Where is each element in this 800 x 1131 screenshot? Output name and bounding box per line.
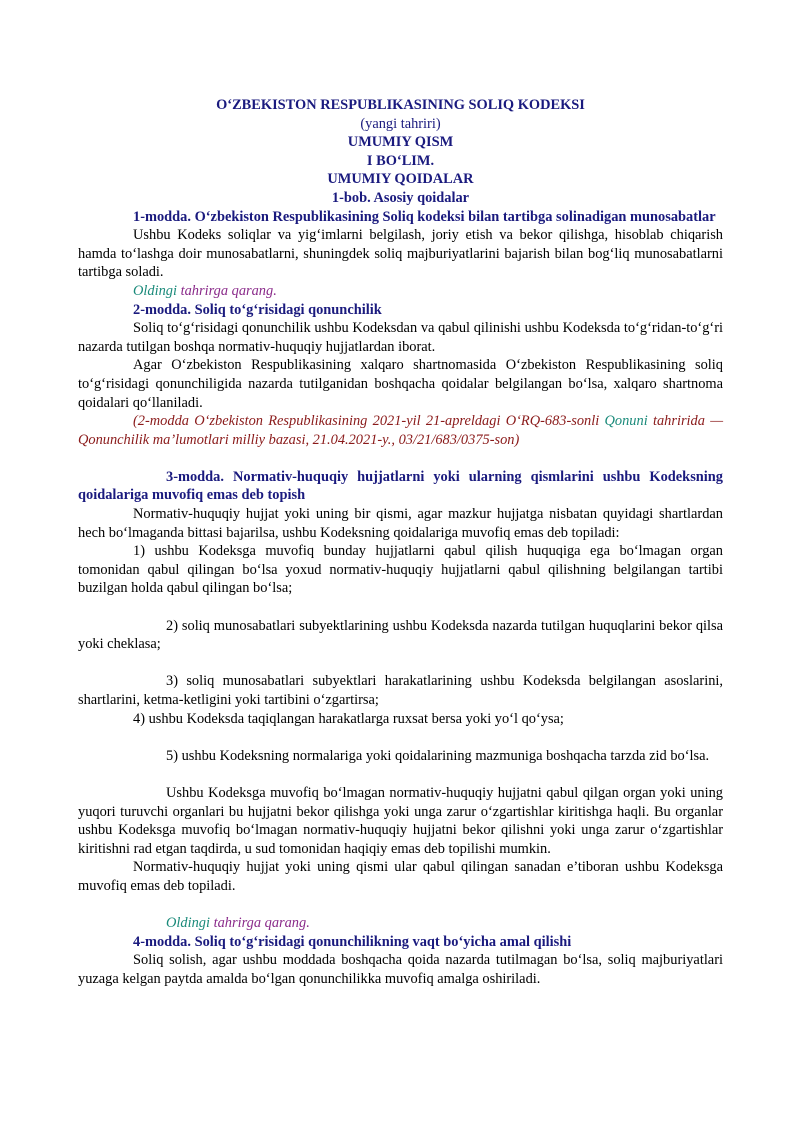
article-4-paragraph: Soliq solish, agar ushbu moddada boshqacha qoida nazarda tutilmagan bo‘lsa, soliq majburiyatlari yuzaga kelgan paytda amalda bo‘lgan qonunchilikka muvofiq amalga oshiriladi. — [78, 952, 723, 987]
article-1-heading: 1-modda. O‘zbekiston Respublikasining Soliq kodeksi bilan tartibga solinadigan munosabatlar — [133, 208, 716, 225]
previous-edition-link[interactable]: Oldingi — [133, 282, 177, 299]
note-text-after: tahririda — Qonunchilik ma’lumotlari milliy bazasi, 21.04.2021-y., 03/21/683/0375-son) — [78, 413, 724, 448]
article-2-amendment-note — [78, 412, 723, 449]
part-title: UMUMIY QISM — [347, 134, 454, 151]
spacer — [78, 728, 723, 747]
chapter-title: 1-bob. Asosiy qoidalar — [331, 189, 470, 206]
article-3-item-4: 4) ushbu Kodeksda taqiqlangan harakatlarga ruxsat bersa yoki yo‘l qo‘ysa; — [133, 710, 564, 727]
article-3-edition-note — [78, 914, 723, 933]
document-page — [78, 96, 723, 989]
article-3-paragraph-1: Normativ-huquqiy hujjat yoki uning bir qismi, agar mazkur hujjatga nisbatan quyidagi shartlardan hech bo‘lmaganda bittasi bajarilsa, ushbu Kodeksning qoidalariga muvofiq emas deb topiladi: — [78, 506, 723, 541]
spacer — [78, 765, 723, 784]
spacer — [78, 654, 723, 673]
article-1-edition-note — [78, 282, 723, 301]
article-2-paragraph-2: Agar O‘zbekiston Respublikasining xalqaro shartnomasida O‘zbekiston Respublikasining soliq to‘g‘risidagi qonunchiligida nazarda tutilganidan boshqacha qoidalar belgilangan bo‘lsa, xalqaro shartnoma qoidalari qo‘llaniladi. — [78, 357, 723, 411]
article-3-paragraph-3: Normativ-huquqiy hujjat yoki uning qismi ular qabul qilingan sanadan e’tiboran ushbu Kodeksga muvofiq emas deb topiladi. — [78, 859, 723, 894]
previous-edition-link[interactable]: Oldingi — [166, 915, 210, 932]
article-1-paragraph: Ushbu Kodeks soliqlar va yig‘imlarni belgilash, joriy etish va bekor qilishga, hisoblab chiqarish hamda to‘lashga doir munosabatlarni, shuningdek soliq majburiyatlarini bajarish bilan bog‘liq munosabatlarni tartibga soladi. — [78, 227, 723, 281]
article-3-heading: 3-modda. Normativ-huquqiy hujjatlarni yoki ularning qismlarini ushbu Kodeksning qoidalariga muvofiq emas deb topish — [78, 468, 723, 504]
section-name: UMUMIY QOIDALAR — [327, 171, 474, 188]
edition-note-text: tahrirga qarang. — [209, 915, 310, 932]
article-3-item-1: 1) ushbu Kodeksga muvofiq bunday hujjatlarni qabul qilish huquqiga ega bo‘lmagan organ tomonidan qabul qilingan bo‘lsa yoxud normativ-huquqiy hujjatlarni qabul qilishning belgilangan tartibi buzilgan holda qabul qilingan bo‘lsa; — [78, 543, 723, 597]
section-title: I BO‘LIM. — [366, 152, 435, 169]
article-3-paragraph-2: Ushbu Kodeksga muvofiq bo‘lmagan normativ-huquqiy hujjatni qabul qilgan organ yoki uning yuqori turuvchi organlari bu hujjatni bekor qilishga yoki unga zarur o‘zgartishlar kiritishga haqli. Bu organlar ushbu Kodeksga muvofiq bo‘lmagan normativ-huquqiy hujjatni bekor qilishni yoki unga zarur o‘zgartishlar kiritishni rad etgan taqdirda, u sud tomonidan haqiqiy emas deb topilishi mumkin. — [78, 784, 723, 857]
article-3-item-3: 3) soliq munosabatlari subyektlari harakatlarining ushbu Kodeksda belgilangan asoslarini, shartlarini, ketma-ketligini yoki tartibini o‘zgartirsa; — [78, 673, 723, 708]
note-text-before: (2-modda O‘zbekiston Respublikasining 2021-yil 21-apreldagi O‘RQ-683-sonli — [133, 413, 605, 430]
article-2-heading: 2-modda. Soliq to‘g‘risidagi qonunchilik — [133, 301, 382, 318]
document-subtitle: (yangi tahriri) — [360, 115, 441, 132]
edition-note-text: tahrirga qarang. — [176, 282, 277, 299]
article-3-item-2: 2) soliq munosabatlari subyektlarining ushbu Kodeksda nazarda tutilgan huquqlarini bekor qilsa yoki cheklasa; — [78, 617, 723, 653]
spacer — [78, 449, 723, 468]
article-4-heading: 4-modda. Soliq to‘g‘risidagi qonunchilikning vaqt bo‘yicha amal qilishi — [133, 933, 572, 950]
document-title: O‘ZBEKISTON RESPUBLIKASINING SOLIQ KODEKSI — [216, 97, 585, 113]
article-2-paragraph-1: Soliq to‘g‘risidagi qonunchilik ushbu Kodeksdan va qabul qilinishi ushbu Kodeksda to‘g‘ridan-to‘g‘ri nazarda tutilgan boshqa normativ-huquqiy hujjatlardan iborat. — [78, 320, 723, 355]
article-3-item-5: 5) ushbu Kodeksning normalariga yoki qoidalarining mazmuniga boshqacha tarzda zid bo‘lsa. — [166, 747, 710, 764]
spacer — [78, 598, 723, 617]
spacer — [78, 896, 723, 915]
law-link[interactable]: Qonuni — [604, 413, 648, 430]
